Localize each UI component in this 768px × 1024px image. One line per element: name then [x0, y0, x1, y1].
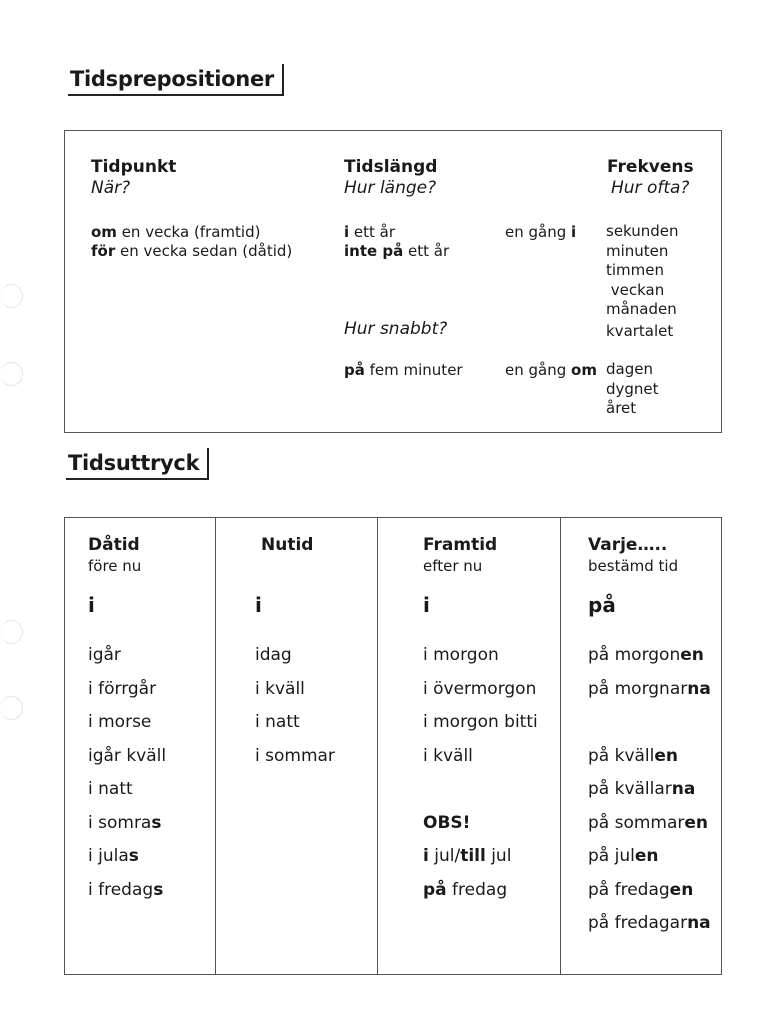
varje-prep: på: [588, 593, 616, 617]
datid-prep: i: [88, 593, 95, 617]
table-cell: i morse: [88, 712, 152, 732]
tidpunkt-header: Tidpunkt: [91, 157, 177, 177]
table-cell: på fredag: [423, 879, 508, 900]
table-cell: i fredags: [88, 879, 164, 900]
column-divider: [215, 518, 216, 974]
framtid-header: Framtid: [423, 535, 498, 555]
table-cell: på sommaren: [588, 812, 709, 833]
section-title-tidsprepositioner: Tidsprepositioner: [68, 64, 284, 96]
table-cell: [423, 773, 538, 807]
datid-sub: före nu: [88, 557, 142, 575]
tidpunkt-line-om: om en vecka (framtid): [91, 223, 261, 241]
list-item: månaden: [606, 300, 677, 318]
table-cell: på morgnarna: [588, 678, 711, 699]
punch-hole: [0, 362, 23, 386]
frekvens-header: Frekvens: [607, 157, 694, 177]
punch-hole: [0, 620, 23, 644]
tidslangd-question-snabbt: Hur snabbt?: [344, 319, 448, 339]
table-cell: i övermorgon: [423, 678, 537, 699]
table-cell: på morgonen: [588, 645, 704, 665]
frekvens-list-om: [606, 360, 659, 419]
nutid-header: Nutid: [261, 535, 314, 555]
framtid-list: [423, 639, 538, 907]
table-cell: i morgon bitti: [423, 712, 538, 732]
table-cell: igår kväll: [88, 745, 167, 766]
table-cell: på julen: [588, 846, 659, 866]
varje-sub: bestämd tid: [588, 557, 679, 575]
table-cell: idag: [255, 645, 292, 665]
obs-label: OBS!: [423, 812, 471, 833]
punch-hole: [0, 696, 23, 720]
list-item: året: [606, 399, 637, 417]
table-cell: [588, 706, 711, 740]
table-cell: i kväll: [255, 678, 305, 699]
varje-list: [588, 639, 711, 941]
tidslangd-line-i: i ett år: [344, 223, 396, 241]
table-cell: i somras: [88, 812, 162, 833]
table-cell: i jul/till jul: [423, 846, 512, 866]
table-cell: i julas: [88, 846, 139, 866]
framtid-prep: i: [423, 593, 430, 617]
datid-header: Dåtid: [88, 535, 140, 555]
time-expressions-table: [64, 517, 722, 975]
table-cell: på kvällarna: [588, 779, 696, 799]
list-item: dagen: [606, 360, 653, 378]
table-cell: i förrgår: [88, 678, 157, 699]
frekvens-en-gang-i: en gång i: [505, 223, 577, 241]
tidpunkt-question: När?: [91, 178, 131, 198]
table-cell: i natt: [88, 779, 133, 799]
tidslangd-header: Tidslängd: [344, 157, 438, 177]
frekvens-list-i: [606, 222, 679, 341]
list-item: timmen: [606, 261, 665, 279]
list-item: veckan: [606, 280, 665, 299]
tidslangd-question: Hur länge?: [344, 178, 437, 198]
table-cell: på fredagen: [588, 879, 694, 900]
tidslangd-line-inte-pa: inte på ett år: [344, 242, 450, 260]
table-cell: i sommar: [255, 745, 335, 766]
nutid-prep: i: [255, 593, 262, 617]
column-divider: [377, 518, 378, 974]
list-item: sekunden: [606, 222, 679, 240]
table-cell: i morgon: [423, 645, 499, 665]
table-cell: på kvällen: [588, 745, 679, 766]
table-cell: i natt: [255, 712, 300, 732]
framtid-sub: efter nu: [423, 557, 483, 575]
table-cell: igår: [88, 645, 121, 665]
tidpunkt-line-for: för en vecka sedan (dåtid): [91, 242, 293, 260]
table-cell: i kväll: [423, 745, 473, 766]
list-item: minuten: [606, 241, 669, 260]
column-divider: [560, 518, 561, 974]
datid-list: [88, 639, 166, 907]
list-item: dygnet: [606, 379, 659, 398]
list-item: kvartalet: [606, 321, 674, 340]
frekvens-en-gang-om: en gång om: [505, 361, 597, 379]
nutid-list: [255, 639, 335, 773]
section-title-tidsuttryck: Tidsuttryck: [66, 448, 209, 480]
prepositions-box: [64, 130, 722, 433]
punch-hole: [0, 284, 23, 308]
varje-header: Varje…..: [588, 535, 668, 555]
frekvens-question: Hur ofta?: [611, 178, 690, 198]
table-cell: på fredagarna: [588, 913, 711, 933]
tidslangd-line-pa: på fem minuter: [344, 361, 463, 379]
